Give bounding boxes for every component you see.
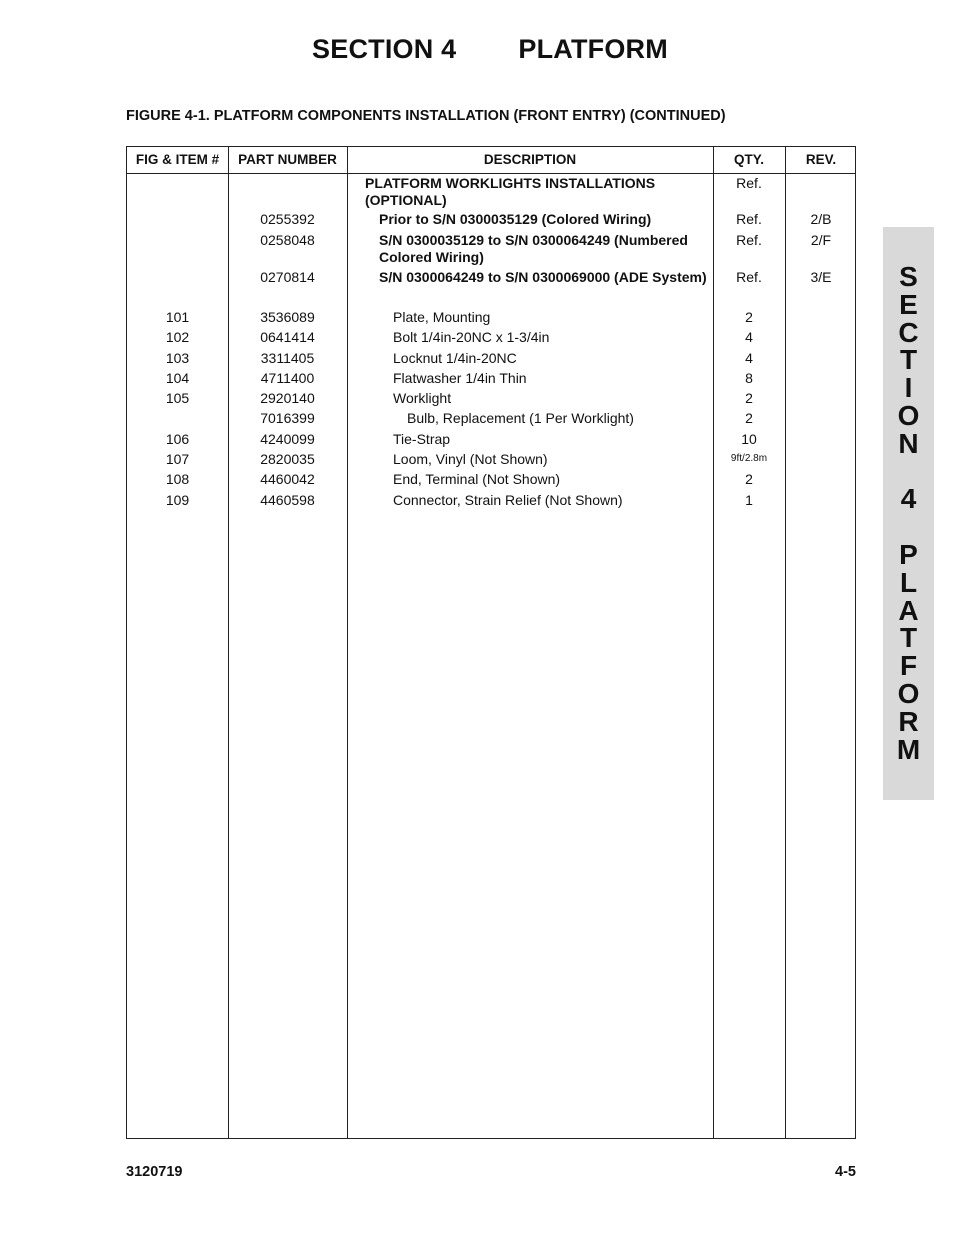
table-row-fig: 106 bbox=[165, 431, 190, 447]
table-row-part: 0270814 bbox=[260, 269, 315, 285]
page-number: 4-5 bbox=[835, 1164, 856, 1180]
table-row-desc: Bolt 1/4in-20NC x 1-3/4in bbox=[393, 329, 550, 345]
table-row-desc: Loom, Vinyl (Not Shown) bbox=[393, 451, 548, 467]
side-tab-letter: M bbox=[896, 733, 921, 765]
table-row-part: 2820035 bbox=[260, 451, 315, 467]
table-row-rev: 2/B bbox=[810, 211, 832, 227]
side-tab-letter: O bbox=[897, 399, 920, 431]
table-row-desc: Locknut 1/4in-20NC bbox=[393, 350, 517, 366]
table-row-qty: 2 bbox=[745, 309, 753, 325]
side-tab-letter: T bbox=[899, 344, 918, 376]
column-header-part-number: PART NUMBER bbox=[238, 152, 337, 167]
side-tab-letter: E bbox=[899, 288, 918, 320]
table-row-fig: 107 bbox=[165, 451, 190, 467]
section-name: PLATFORM bbox=[518, 34, 668, 64]
section-label: SECTION 4 bbox=[312, 34, 457, 64]
table-row-desc: S/N 0300035129 to S/N 0300064249 (Numbered Colored Wiring) bbox=[379, 232, 688, 265]
table-row-desc: Plate, Mounting bbox=[393, 309, 491, 325]
table-row-desc: Tie-Strap bbox=[393, 431, 451, 447]
table-row-desc: Bulb, Replacement (1 Per Worklight) bbox=[407, 410, 634, 426]
side-tab-letter: T bbox=[899, 622, 918, 654]
table-row-desc: Prior to S/N 0300035129 (Colored Wiring) bbox=[379, 211, 652, 227]
table-row-qty: 2 bbox=[745, 410, 753, 426]
table-row-rev: 3/E bbox=[810, 269, 832, 285]
side-tab-letter bbox=[883, 513, 934, 541]
table-row-fig: 109 bbox=[165, 492, 190, 508]
side-tab-letter: R bbox=[898, 705, 919, 737]
table-row-part: 4460042 bbox=[260, 471, 315, 487]
table-row-part: 0258048 bbox=[260, 232, 315, 248]
table-row-desc: S/N 0300064249 to S/N 0300069000 (ADE System) bbox=[379, 269, 707, 285]
side-tab-letter: C bbox=[898, 316, 919, 348]
side-tab-letter: 4 bbox=[900, 483, 917, 515]
table-row-fig: 105 bbox=[165, 390, 190, 406]
table-row-part: 4240099 bbox=[260, 431, 315, 447]
column-header-fig-item: FIG & ITEM # bbox=[135, 152, 220, 167]
side-tab-letter bbox=[883, 458, 934, 486]
column-header-description: DESCRIPTION bbox=[483, 152, 577, 167]
table-row-fig: 108 bbox=[165, 471, 190, 487]
table-row-qty: 1 bbox=[745, 492, 753, 508]
table-row-part: 7016399 bbox=[260, 410, 315, 426]
table-row-part: 4711400 bbox=[260, 370, 315, 386]
table-row-fig: 101 bbox=[165, 309, 190, 325]
table-row-desc: PLATFORM WORKLIGHTS INSTALLATIONS (OPTIONAL) bbox=[365, 175, 656, 208]
table-row-qty: Ref. bbox=[736, 232, 762, 248]
table-row-qty: 8 bbox=[745, 370, 753, 386]
table-row-qty: 10 bbox=[741, 431, 757, 447]
table-row-part: 3311405 bbox=[260, 350, 315, 366]
side-tab-letter: I bbox=[904, 372, 913, 404]
table-row-qty: 2 bbox=[745, 471, 753, 487]
side-tab-label bbox=[883, 263, 934, 763]
side-tab-letter: N bbox=[898, 427, 919, 459]
side-tab-letter: A bbox=[898, 594, 919, 626]
column-header-rev: REV. bbox=[805, 152, 837, 167]
table-row-qty: Ref. bbox=[736, 211, 762, 227]
section-side-tab bbox=[883, 227, 934, 800]
table-row-desc: Flatwasher 1/4in Thin bbox=[393, 370, 527, 386]
table-row-desc: Worklight bbox=[393, 390, 452, 406]
side-tab-letter: S bbox=[899, 261, 918, 292]
side-tab-letter: F bbox=[899, 650, 918, 682]
table-row-desc: End, Terminal (Not Shown) bbox=[393, 471, 561, 487]
table-row-part: 0641414 bbox=[260, 329, 315, 345]
table-row-qty: 4 bbox=[745, 350, 753, 366]
page-title bbox=[0, 34, 954, 65]
parts-table bbox=[126, 146, 856, 1139]
table-row-part: 0255392 bbox=[260, 211, 315, 227]
table-row-fig: 104 bbox=[165, 370, 190, 386]
table-row-qty: 9ft/2.8m bbox=[730, 453, 768, 464]
column-header-qty: QTY. bbox=[733, 152, 764, 167]
side-tab-letter: P bbox=[899, 538, 918, 570]
side-tab-letter: L bbox=[899, 566, 918, 598]
table-row-qty: 4 bbox=[745, 329, 753, 345]
table-row-qty: Ref. bbox=[736, 175, 762, 191]
table-row-qty: 2 bbox=[745, 390, 753, 406]
figure-title: FIGURE 4-1. PLATFORM COMPONENTS INSTALLATION (FRONT ENTRY) (CONTINUED) bbox=[126, 108, 726, 124]
table-row-desc: Connector, Strain Relief (Not Shown) bbox=[393, 492, 623, 508]
table-row-part: 4460598 bbox=[260, 492, 315, 508]
table-row-fig: 102 bbox=[165, 329, 190, 345]
table-row-qty: Ref. bbox=[736, 269, 762, 285]
table-row-fig: 103 bbox=[165, 350, 190, 366]
table-row-part: 3536089 bbox=[260, 309, 315, 325]
table-row-part: 2920140 bbox=[260, 390, 315, 406]
document-number: 3120719 bbox=[126, 1164, 183, 1180]
side-tab-letter: O bbox=[897, 677, 920, 709]
table-row-rev: 2/F bbox=[810, 232, 832, 248]
